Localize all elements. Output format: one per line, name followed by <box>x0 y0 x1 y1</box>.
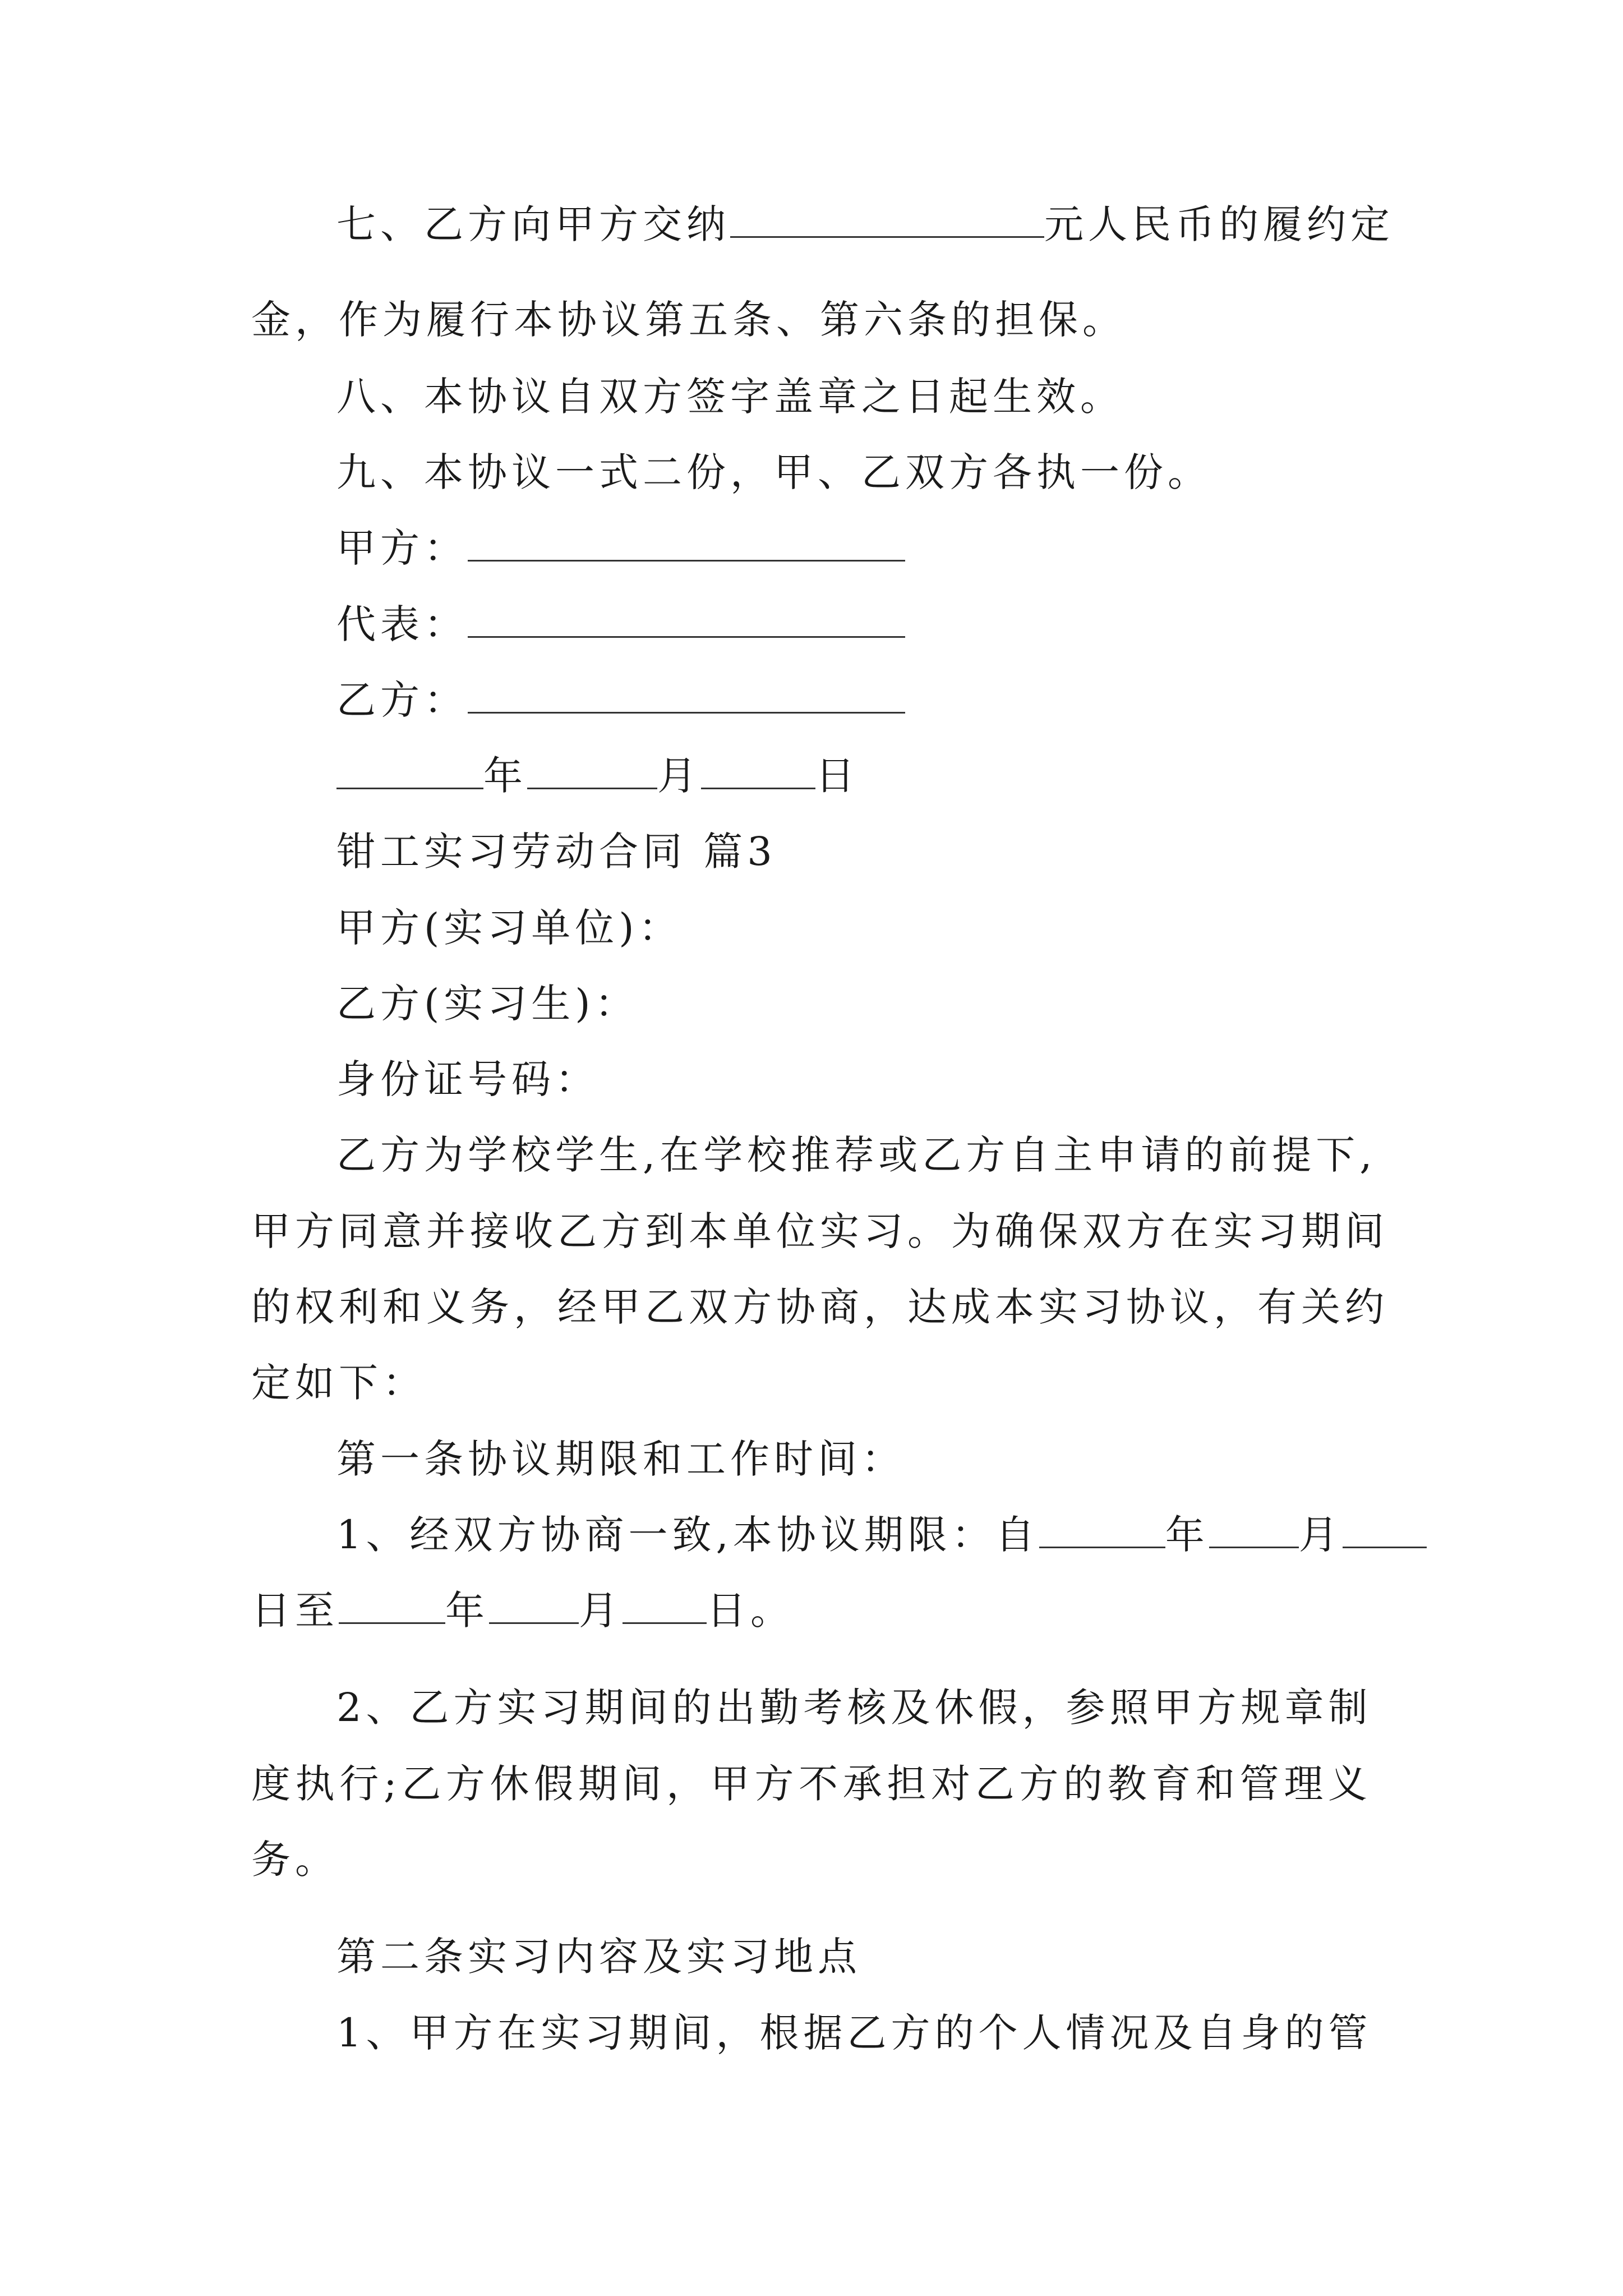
representative-blank <box>468 599 905 638</box>
intro-line-2: 甲方同意并接收乙方到本单位实习。为确保双方在实习期间 <box>251 1208 1389 1254</box>
year-label: 年 <box>483 753 527 799</box>
clause-7-line-2: 金，作为履行本协议第五条、第六条的担保。 <box>251 297 1126 343</box>
intro-line-3: 的权利和义务，经甲乙双方协商，达成本实习协议，有关约 <box>251 1284 1389 1330</box>
intro-line-1: 乙方为学校学生,在学校推荐或乙方自主申请的前提下, <box>336 1132 1377 1178</box>
end-month-blank <box>489 1585 579 1624</box>
article-1-item-2-line-2: 度执行;乙方休假期间，甲方不承担对乙方的教育和管理义 <box>251 1761 1372 1807</box>
party-a-internship-unit: 甲方(实习单位)： <box>336 905 683 951</box>
signature-date <box>336 751 859 801</box>
article-1-item-2-line-1: 2、乙方实习期间的出勤考核及休假，参照甲方规章制 <box>336 1685 1372 1731</box>
article-2-heading: 第二条实习内容及实习地点 <box>336 1934 861 1980</box>
clause-9: 九、本协议一式二份，甲、乙双方各执一份。 <box>336 449 1211 495</box>
start-year-label: 年 <box>1165 1512 1209 1558</box>
signature-party-b <box>336 675 905 725</box>
article-1-item-1-line-1 <box>336 1510 1427 1560</box>
party-a-label: 甲方： <box>336 525 468 571</box>
end-day-text: 日至 <box>251 1588 339 1634</box>
end-year-blank <box>339 1585 445 1624</box>
clause-7-text-b: 元人民币的履约定 <box>1044 201 1394 247</box>
deposit-amount-blank <box>730 199 1044 238</box>
end-day-blank <box>623 1585 707 1624</box>
clause-7-line-1 <box>336 199 1394 250</box>
id-number-label: 身份证号码： <box>336 1056 599 1102</box>
term-text: 1、经双方协商一致,本协议期限：自 <box>336 1512 1039 1558</box>
end-day-label: 日。 <box>707 1588 794 1634</box>
start-month-label: 月 <box>1298 1512 1343 1558</box>
article-2-item-1-line-1: 1、甲方在实习期间，根据乙方的个人情况及自身的管 <box>336 2010 1372 2056</box>
end-month-label: 月 <box>579 1588 623 1634</box>
day-blank <box>701 751 815 789</box>
start-day-blank <box>1343 1510 1427 1548</box>
end-year-label: 年 <box>445 1588 489 1634</box>
month-blank <box>527 751 657 789</box>
party-b-label: 乙方： <box>336 677 468 723</box>
party-b-intern: 乙方(实习生)： <box>336 981 639 1027</box>
clause-8: 八、本协议自双方签字盖章之日起生效。 <box>336 374 1124 420</box>
representative-label: 代表： <box>336 601 468 647</box>
section-title: 钳工实习劳动合同 篇3 <box>336 829 777 875</box>
party-b-blank <box>468 675 905 714</box>
month-label: 月 <box>657 753 701 799</box>
signature-party-a <box>336 523 905 573</box>
start-year-blank <box>1039 1510 1165 1548</box>
intro-line-4: 定如下： <box>251 1360 426 1406</box>
article-1-item-2-line-3: 务。 <box>251 1837 339 1883</box>
clause-7-text-a: 七、乙方向甲方交纳 <box>336 201 730 247</box>
start-month-blank <box>1209 1510 1299 1548</box>
year-blank <box>336 751 483 789</box>
day-label: 日 <box>815 753 859 799</box>
article-1-heading: 第一条协议期限和工作时间： <box>336 1436 905 1482</box>
party-a-blank <box>468 523 905 562</box>
signature-representative <box>336 599 905 650</box>
article-1-item-1-line-2 <box>251 1585 794 1636</box>
